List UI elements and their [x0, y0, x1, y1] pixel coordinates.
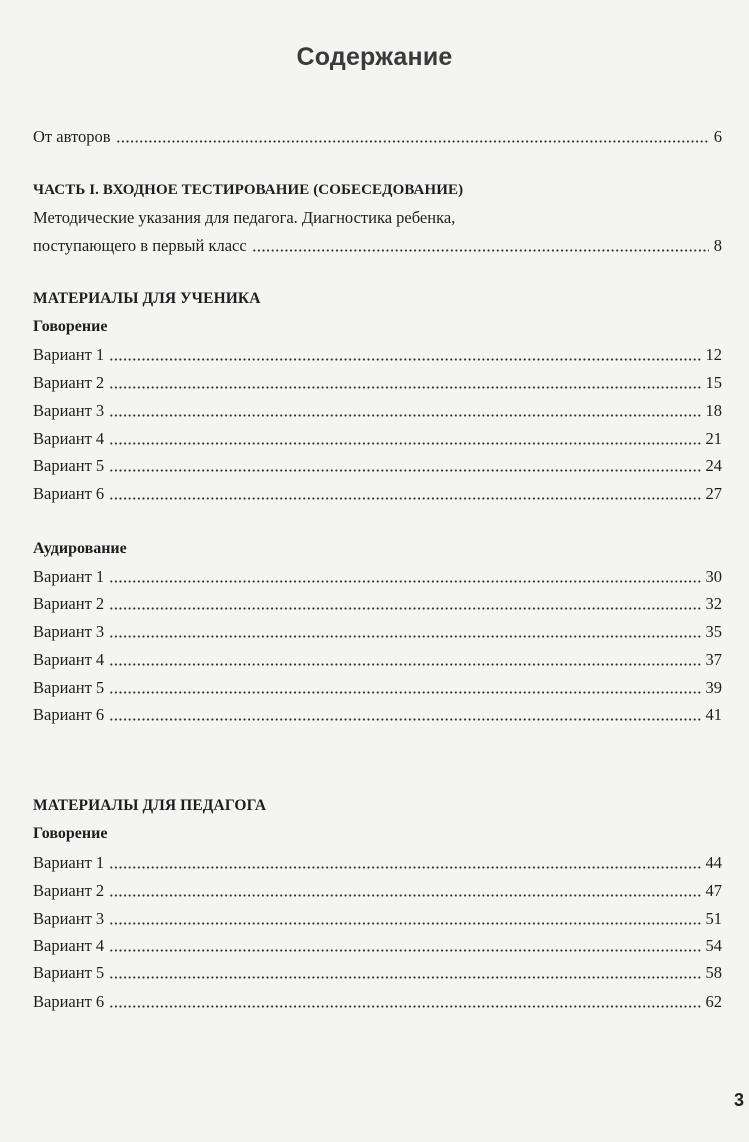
- toc-entry: [33, 369, 722, 397]
- toc-entry: [33, 563, 722, 591]
- teacher-materials-heading: МАТЕРИАЛЫ ДЛЯ ПЕДАГОГА: [33, 797, 267, 814]
- dot-leader: [109, 646, 700, 674]
- toc-entry: [33, 425, 722, 453]
- toc-entry-label: От авторов: [33, 127, 111, 146]
- toc-entry: [33, 674, 722, 702]
- toc-entry-page: 32: [705, 594, 722, 613]
- toc-entry: [33, 646, 722, 674]
- toc-entry: [33, 480, 722, 508]
- dot-leader: [109, 877, 700, 905]
- toc-entry-page: 39: [705, 678, 722, 697]
- toc-entry-label: Вариант 5: [33, 456, 105, 475]
- toc-entry: [33, 701, 722, 729]
- dot-leader: [109, 590, 700, 618]
- toc-entry: [33, 905, 722, 933]
- toc-entry-label: Вариант 4: [33, 936, 105, 955]
- dot-leader: [109, 988, 700, 1016]
- toc-entry-page: 47: [705, 881, 722, 900]
- dot-leader: [109, 341, 700, 369]
- toc-entry-label: Вариант 2: [33, 594, 105, 613]
- dot-leader: [252, 232, 709, 260]
- student-materials-heading: МАТЕРИАЛЫ ДЛЯ УЧЕНИКА: [33, 290, 261, 307]
- part1-heading: ЧАСТЬ I. ВХОДНОЕ ТЕСТИРОВАНИЕ (СОБЕСЕДОВАНИЕ): [33, 182, 464, 198]
- toc-entry-page: 21: [705, 429, 722, 448]
- toc-entry-page: 27: [705, 484, 722, 503]
- toc-entry-label: поступающего в первый класс: [33, 236, 247, 255]
- toc-entry-page: 62: [705, 992, 722, 1011]
- toc-entry-label-line1: Методические указания для педагога. Диагностика ребенка,: [33, 208, 456, 227]
- toc-entry-page: 58: [705, 963, 722, 982]
- toc-entry-label: Вариант 2: [33, 881, 105, 900]
- dot-leader: [109, 849, 700, 877]
- page-title: Содержание: [296, 43, 453, 71]
- dot-leader: [109, 563, 700, 591]
- toc-entry-page: 18: [705, 401, 722, 420]
- dot-leader: [109, 369, 700, 397]
- dot-leader: [109, 932, 700, 960]
- toc-entry-label: Вариант 5: [33, 678, 105, 697]
- toc-entry: [33, 932, 722, 960]
- toc-entry-diagnostics: [33, 232, 722, 260]
- toc-entry-page: 6: [713, 127, 722, 146]
- toc-entry-label: Вариант 2: [33, 373, 105, 392]
- student-listening-heading: Аудирование: [33, 540, 127, 557]
- toc-entry-label: Вариант 6: [33, 484, 105, 503]
- toc-entry: [33, 590, 722, 618]
- dot-leader: [116, 123, 709, 151]
- toc-entry-page: 8: [713, 236, 722, 255]
- toc-entry: [33, 618, 722, 646]
- toc-entry: [33, 959, 722, 987]
- toc-entry-page: 12: [705, 345, 722, 364]
- toc-entry-label: Вариант 5: [33, 963, 105, 982]
- toc-entry-label: Вариант 1: [33, 853, 105, 872]
- dot-leader: [109, 701, 700, 729]
- toc-entry-page: 15: [705, 373, 722, 392]
- toc-entry: [33, 397, 722, 425]
- dot-leader: [109, 452, 700, 480]
- dot-leader: [109, 674, 700, 702]
- student-speaking-heading: Говорение: [33, 318, 108, 335]
- toc-entry-label: Вариант 4: [33, 650, 105, 669]
- dot-leader: [109, 480, 700, 508]
- toc-entry-page: 24: [705, 456, 722, 475]
- toc-entry-page: 30: [705, 567, 722, 586]
- toc-entry-page: 35: [705, 622, 722, 641]
- toc-entry-label: Вариант 4: [33, 429, 105, 448]
- toc-entry: [33, 341, 722, 369]
- toc-entry: [33, 988, 722, 1016]
- toc-entry-page: 41: [705, 705, 722, 724]
- toc-entry-label: Вариант 1: [33, 567, 105, 586]
- toc-entry-label: Вариант 3: [33, 622, 105, 641]
- toc-entry-page: 37: [705, 650, 722, 669]
- dot-leader: [109, 618, 700, 646]
- dot-leader: [109, 397, 700, 425]
- teacher-speaking-heading: Говорение: [33, 825, 108, 842]
- toc-entry-label: Вариант 3: [33, 401, 105, 420]
- page-number: 3: [733, 1090, 744, 1110]
- toc-entry-authors: [33, 123, 722, 151]
- dot-leader: [109, 425, 700, 453]
- toc-entry-page: 54: [705, 936, 722, 955]
- toc-entry-page: 51: [705, 909, 722, 928]
- toc-entry-label: Вариант 6: [33, 992, 105, 1011]
- toc-entry: [33, 452, 722, 480]
- dot-leader: [109, 905, 700, 933]
- toc-entry-label: Вариант 6: [33, 705, 105, 724]
- toc-entry-label: Вариант 3: [33, 909, 105, 928]
- toc-entry-label: Вариант 1: [33, 345, 105, 364]
- toc-entry: [33, 849, 722, 877]
- dot-leader: [109, 959, 700, 987]
- toc-entry: [33, 877, 722, 905]
- toc-entry-page: 44: [705, 853, 722, 872]
